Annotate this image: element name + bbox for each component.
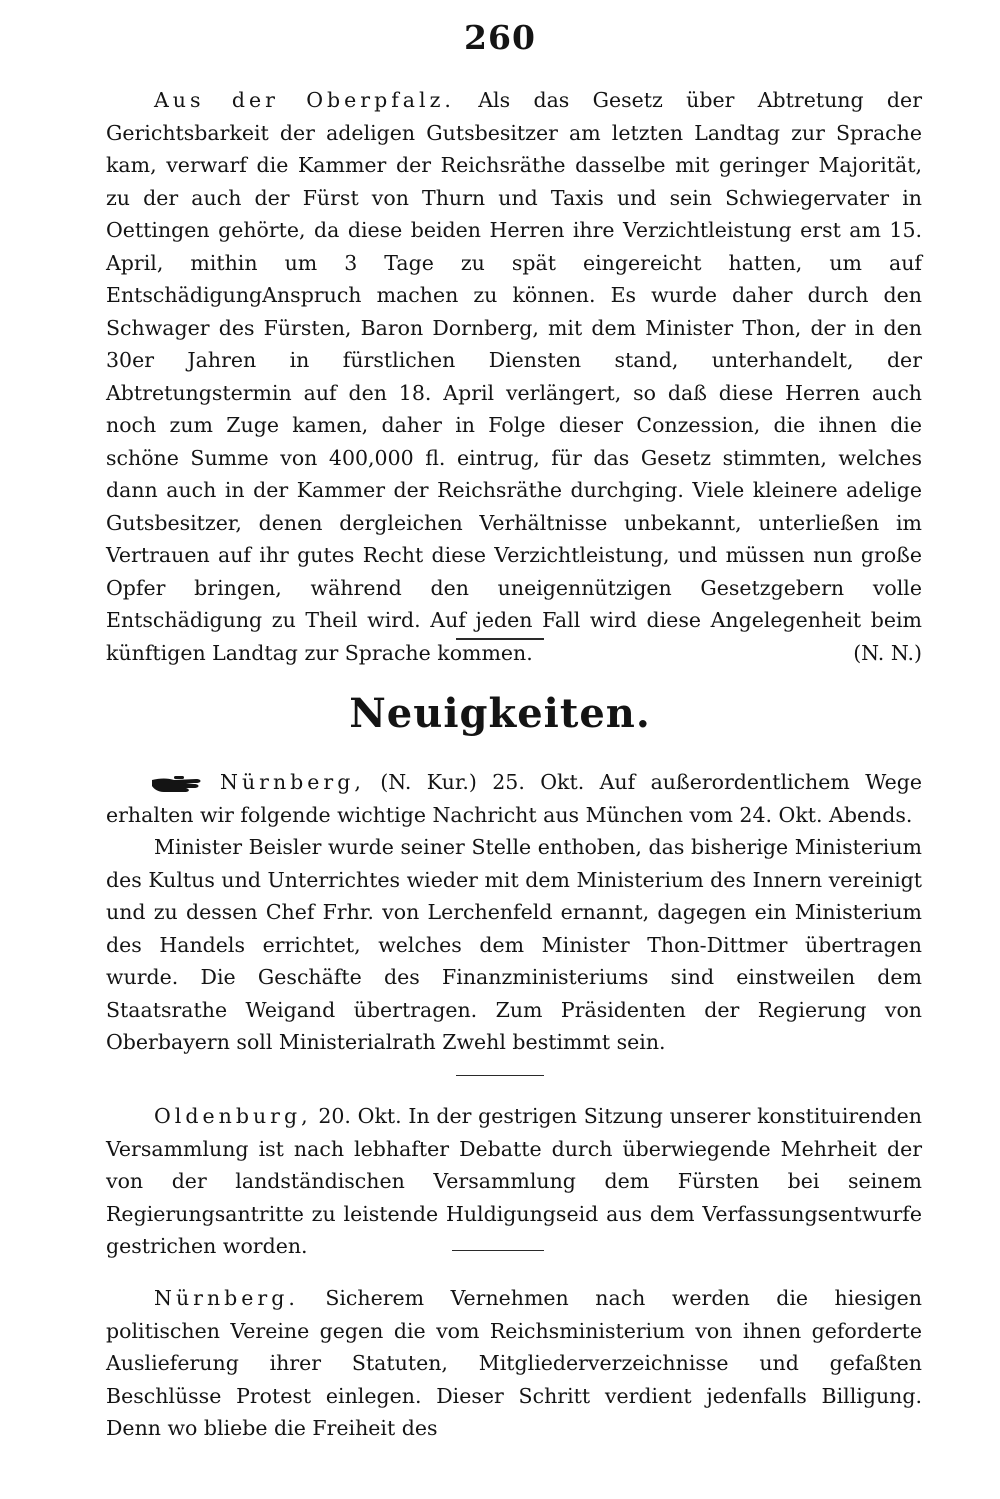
article-paragraph bbox=[106, 1282, 922, 1445]
page-number: 260 bbox=[464, 18, 536, 57]
article-lead-paragraph bbox=[106, 766, 922, 831]
article-oldenburg bbox=[106, 1100, 922, 1263]
separator-rule bbox=[452, 1250, 544, 1251]
article-dateline: Nürnberg, bbox=[220, 770, 365, 794]
article-paragraph bbox=[106, 1100, 922, 1263]
article-paragraph bbox=[106, 84, 922, 669]
article-nuernberg-vereine bbox=[106, 1282, 922, 1445]
article-oberpfalz bbox=[106, 84, 922, 669]
pointing-hand-icon bbox=[150, 773, 214, 795]
article-body: Als das Gesetz über Abtretung der Gerichtsbarkeit der adeligen Gutsbesitzer am letzten Landtag zur Sprache kam, verwarf die Kammer der Reichsräthe dasselbe mit geringer Majorität, zu der auch der Fürst von Thurn und Taxis und sein Schwiegervater in Oettingen gehörte, da diese beiden Herren ihre Verzichtleistung erst am 15. April, mithin um 3 Tage zu spät eingereicht hatten, um auf EntschädigungAnspruch machen zu können. Es wurde daher durch den Schwager des Fürsten, Baron Dornberg, mit dem Minister Thon, der in den 30er Jahren in fürstlichen Diensten stand, unterhandelt, der Abtretungstermin auf den 18. April verlängert, so daß diese Herren auch noch zum Zuge kamen, daher in Folge dieser Conzession, die ihnen die schöne Summe von 400,000 fl. eintrug, für das Gesetz stimmten, welches dann auch in der Kammer der Reichsräthe durchging. Viele kleinere adelige Gutsbesitzer, denen dergleichen Verhältnisse unbekannt, unterließen im Vertrauen auf ihr gutes Recht diese Verzichtleistung, und müssen nun große Opfer bringen, während den uneigennützigen Gesetzgebern volle Entschädigung zu Theil wird. Auf jeden Fall wird diese Angelegenheit beim künftigen Landtag zur Sprache kommen. bbox=[106, 88, 922, 665]
separator-rule bbox=[456, 638, 544, 640]
article-body: Sicherem Vernehmen nach werden die hiesigen politischen Vereine gegen die vom Reichsministerium von ihnen geforderte Auslieferung ihrer Statuten, Mitgliederverzeichnisse und gefaßten Beschlüsse Protest einlegen. Dieser Schritt verdient jedenfalls Billigung. Denn wo bliebe die Freiheit des bbox=[106, 1286, 922, 1440]
separator-rule bbox=[456, 1075, 544, 1076]
article-dateline: Nürnberg. bbox=[154, 1286, 299, 1310]
article-dateline: Oldenburg, bbox=[154, 1104, 312, 1128]
article-dateline: Aus der Oberpfalz. bbox=[154, 88, 455, 112]
article-source: (N. N.) bbox=[853, 640, 922, 665]
article-lead: (N. Kur.) 25. Okt. Auf außerordentlichem Wege erhalten wir folgende wichtige Nachricht aus München vom 24. Okt. Abends. bbox=[106, 770, 922, 827]
article-body: Minister Beisler wurde seiner Stelle enthoben, das bisherige Ministerium des Kultus und Unterrichtes wieder mit dem Ministerium des Innern vereinigt und zu dessen Chef Frhr. von Lerchenfeld ernannt, dagegen ein Ministerium des Handels errichtet, welches dem Minister Thon-Dittmer übertragen wurde. Die Geschäfte des Finanzministeriums sind einstweilen dem Staatsrathe Weigand übertragen. Zum Präsidenten der Regierung von Oberbayern soll Ministerialrath Zwehl bestimmt sein. bbox=[106, 835, 922, 1054]
section-heading: Neuigkeiten. bbox=[349, 690, 651, 737]
article-nuernberg-kurier bbox=[106, 766, 922, 1059]
article-body: 20. Okt. In der gestrigen Sitzung unserer konstituirenden Versammlung ist nach lebhafter Debatte durch überwiegende Mehrheit der von der landständischen Versammlung dem Fürsten bei seinem Regierungsantritte zu leistende Huldigungseid aus dem Verfassungsentwurfe gestrichen worden. bbox=[106, 1104, 922, 1258]
